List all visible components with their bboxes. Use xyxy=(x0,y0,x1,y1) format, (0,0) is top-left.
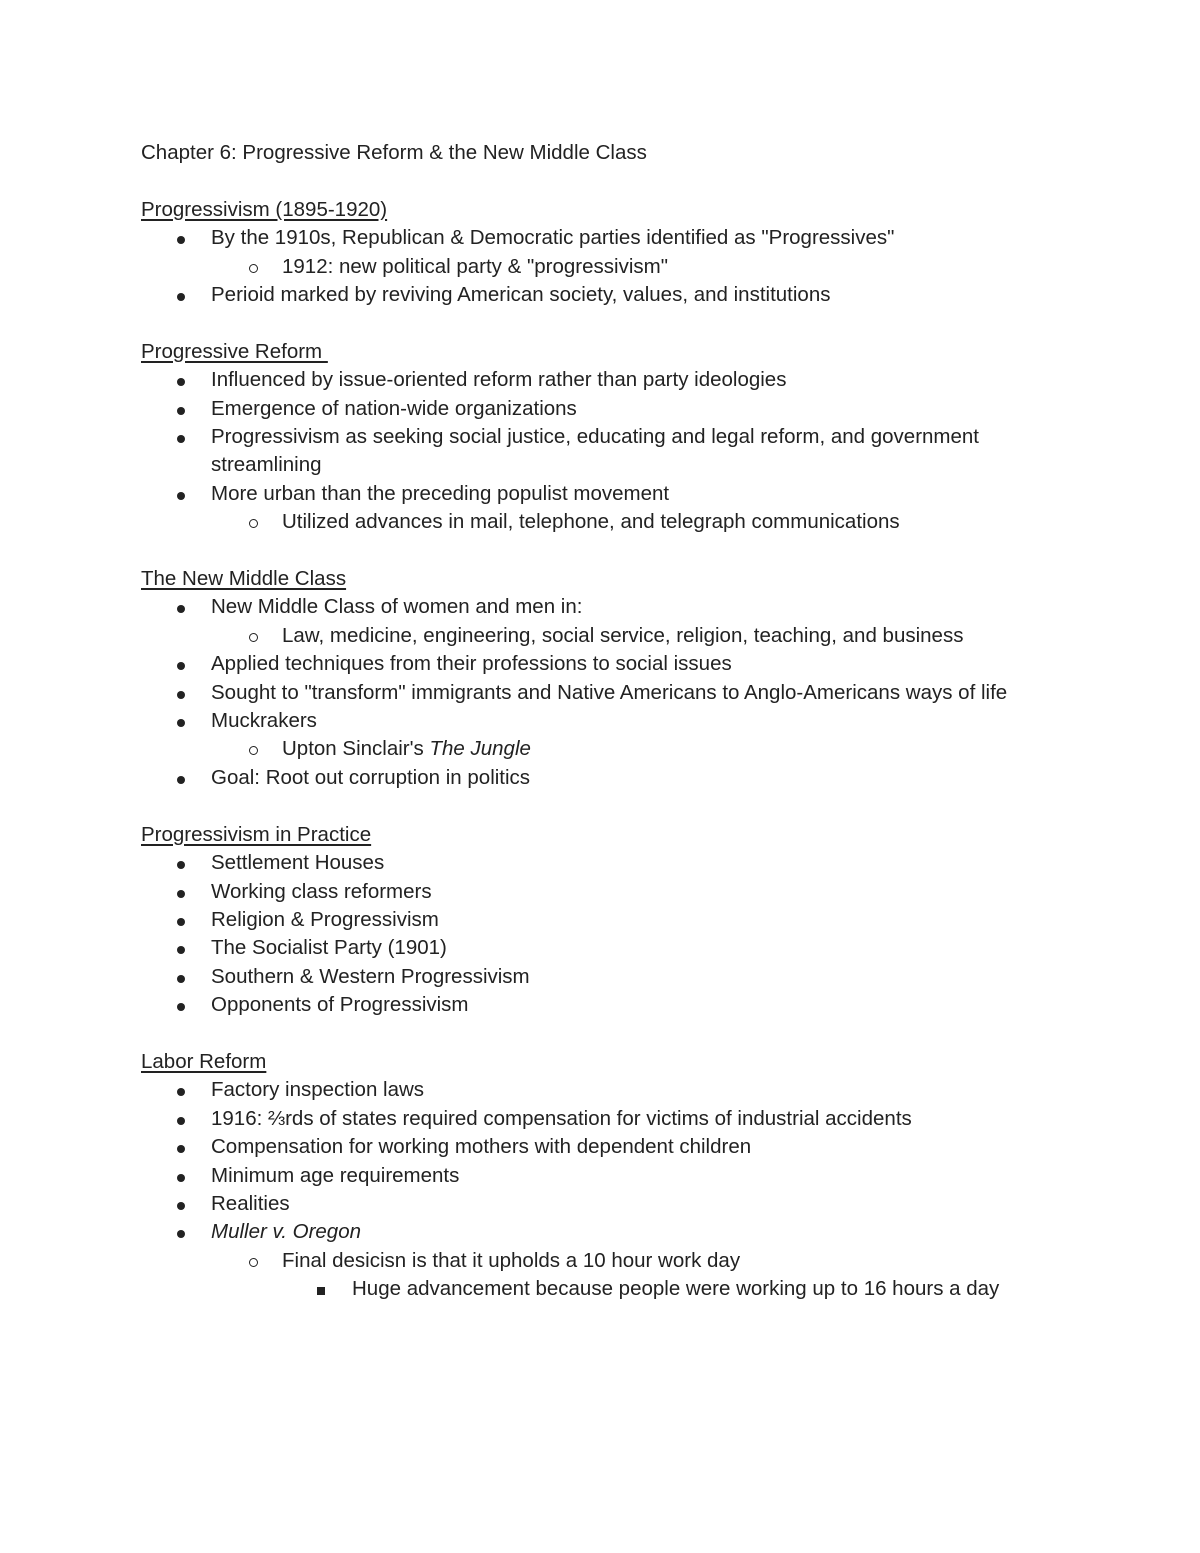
list-item: Law, medicine, engineering, social service, religion, teaching, and business xyxy=(141,622,1081,650)
bullet-dot-icon xyxy=(177,1133,185,1161)
bullet-circle-icon xyxy=(249,735,258,763)
document-title: Chapter 6: Progressive Reform & the New Middle Class xyxy=(141,141,647,164)
bullet-circle-icon xyxy=(249,1247,258,1275)
list-item: Emergence of nation-wide organizations xyxy=(141,395,1081,423)
bullet-dot-icon xyxy=(177,1218,185,1246)
section-progressivism-in-practice xyxy=(141,821,1081,1020)
section-heading: Progressivism (1895-1920) xyxy=(141,197,388,221)
bullet-dot-icon xyxy=(177,963,185,991)
bullet-dot-icon xyxy=(177,849,185,877)
section-heading: The New Middle Class xyxy=(141,567,347,591)
bullet-dot-icon xyxy=(177,423,185,451)
list-item: Realities xyxy=(141,1190,1081,1218)
list-item: By the 1910s, Republican & Democratic parties identified as "Progressives" xyxy=(141,224,1081,252)
list-item: 1912: new political party & "progressivism" xyxy=(141,253,1081,281)
bullet-dot-icon xyxy=(177,366,185,394)
list-item: Minimum age requirements xyxy=(141,1162,1081,1190)
list-item: Opponents of Progressivism xyxy=(141,991,1081,1019)
section-heading: Labor Reform xyxy=(141,1049,267,1073)
bullet-square-icon xyxy=(317,1275,325,1303)
section-new-middle-class xyxy=(141,565,1081,792)
list-item: Perioid marked by reviving American society, values, and institutions xyxy=(141,281,1081,309)
bullet-dot-icon xyxy=(177,878,185,906)
list-item: Sought to "transform" immigrants and Native Americans to Anglo-Americans ways of life xyxy=(141,679,1081,707)
list-item: Progressivism as seeking social justice, educating and legal reform, and government streamlining xyxy=(141,423,1041,480)
bullet-dot-icon xyxy=(177,593,185,621)
section-progressive-reform xyxy=(141,338,1081,537)
bullet-dot-icon xyxy=(177,224,185,252)
bullet-dot-icon xyxy=(177,1190,185,1218)
bullet-dot-icon xyxy=(177,1162,185,1190)
list-item: Goal: Root out corruption in politics xyxy=(141,764,1081,792)
bullet-circle-icon xyxy=(249,253,258,281)
book-title: The Jungle xyxy=(429,737,531,761)
bullet-dot-icon xyxy=(177,1105,185,1133)
list-item: The Socialist Party (1901) xyxy=(141,934,1081,962)
bullet-dot-icon xyxy=(177,906,185,934)
bullet-dot-icon xyxy=(177,395,185,423)
list-item: New Middle Class of women and men in: xyxy=(141,593,1081,621)
list-item: Utilized advances in mail, telephone, and telegraph communications xyxy=(141,508,1081,536)
bullet-circle-icon xyxy=(249,508,258,536)
bullet-dot-icon xyxy=(177,480,185,508)
list-item: Influenced by issue-oriented reform rather than party ideologies xyxy=(141,366,1081,394)
case-title: Muller v. Oregon xyxy=(211,1220,362,1244)
list-item: Compensation for working mothers with dependent children xyxy=(141,1133,1081,1161)
bullet-circle-icon xyxy=(249,622,258,650)
bullet-dot-icon xyxy=(177,764,185,792)
section-heading: Progressive Reform xyxy=(141,339,328,363)
section-heading: Progressivism in Practice xyxy=(141,822,372,846)
list-item: Muckrakers xyxy=(141,707,1081,735)
list-item: Upton Sinclair's The Jungle xyxy=(141,735,1081,763)
list-item: Final desicisn is that it upholds a 10 hour work day xyxy=(141,1247,1081,1275)
list-item: Religion & Progressivism xyxy=(141,906,1081,934)
bullet-dot-icon xyxy=(177,934,185,962)
document-page xyxy=(141,139,1081,1304)
section-progressivism xyxy=(141,196,1081,310)
section-labor-reform xyxy=(141,1048,1081,1304)
list-item: Factory inspection laws xyxy=(141,1076,1081,1104)
list-item: Huge advancement because people were working up to 16 hours a day xyxy=(141,1275,1081,1303)
list-item: Working class reformers xyxy=(141,878,1081,906)
bullet-dot-icon xyxy=(177,1076,185,1104)
bullet-dot-icon xyxy=(177,679,185,707)
bullet-dot-icon xyxy=(177,281,185,309)
list-item: Applied techniques from their professions to social issues xyxy=(141,650,1081,678)
list-item: Settlement Houses xyxy=(141,849,1081,877)
list-item: More urban than the preceding populist movement xyxy=(141,480,1081,508)
bullet-dot-icon xyxy=(177,991,185,1019)
bullet-dot-icon xyxy=(177,650,185,678)
list-item: 1916: ⅔rds of states required compensation for victims of industrial accidents xyxy=(141,1105,1081,1133)
list-item: Southern & Western Progressivism xyxy=(141,963,1081,991)
list-item xyxy=(141,1218,1081,1246)
bullet-dot-icon xyxy=(177,707,185,735)
